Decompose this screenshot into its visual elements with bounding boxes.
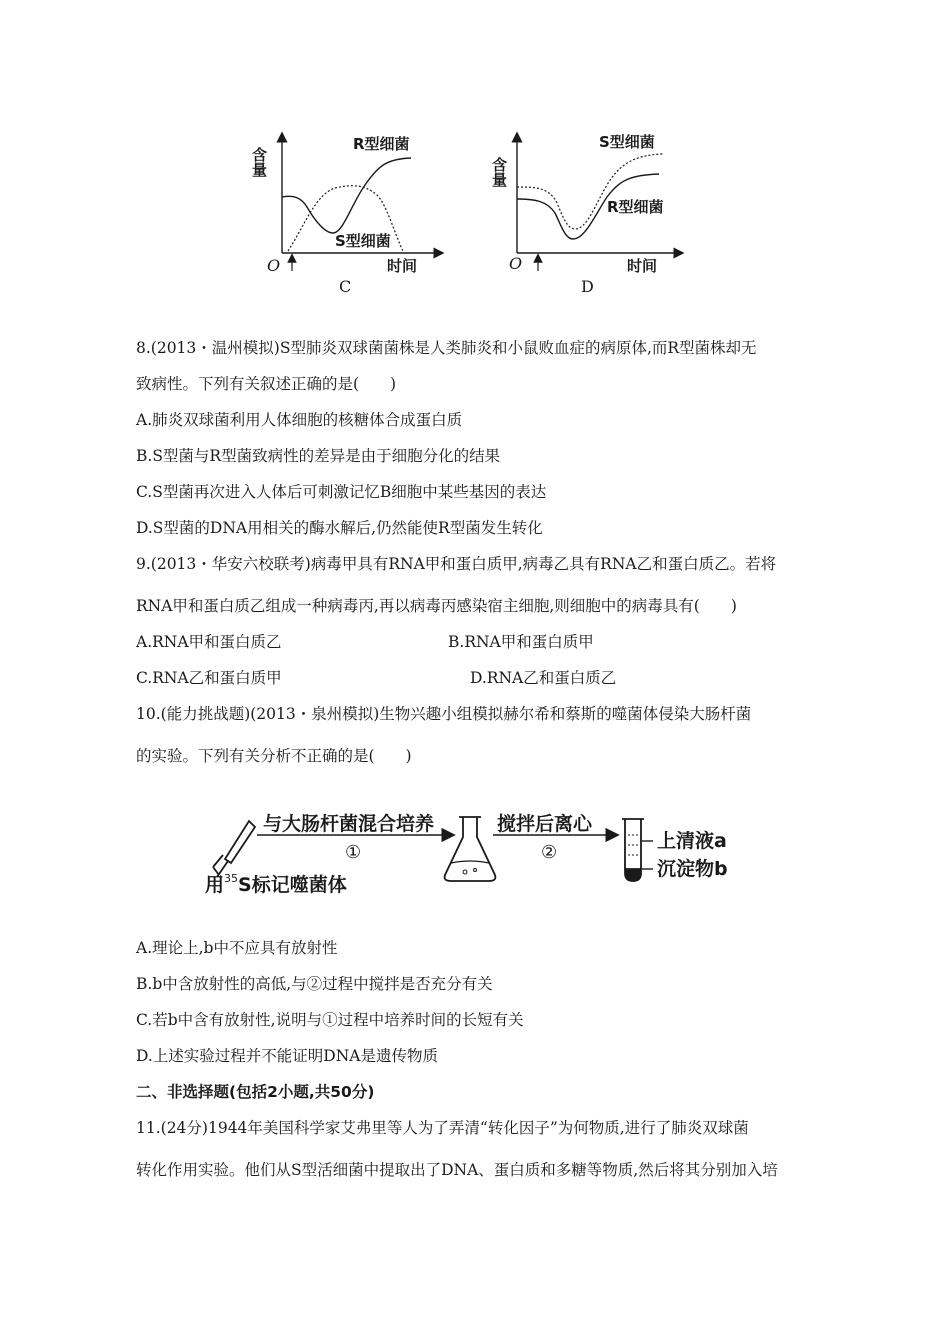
step2-label: 搅拌后离心: [497, 813, 593, 835]
graph-c: [250, 125, 455, 300]
graph-d: [490, 125, 695, 300]
q10-option-d: D.上述实验过程并不能证明DNA是遗传物质: [136, 1047, 438, 1065]
r-bacteria-curve: [282, 158, 411, 233]
phage-experiment-diagram: [205, 815, 765, 900]
origin-label: O: [267, 256, 281, 275]
q10-option-c: C.若b中含有放射性,说明与①过程中培养时间的长短有关: [136, 1011, 524, 1029]
origin-label: O: [509, 254, 523, 273]
test-tube-icon: [622, 819, 644, 881]
graph-caption: C: [339, 277, 352, 296]
q10-stem-line2: 的实验。下列有关分析不正确的是( ): [136, 747, 412, 765]
flask-icon: [445, 817, 496, 881]
q9-option-a: A.RNA甲和蛋白质乙: [136, 633, 282, 651]
x-axis-label: 时间: [627, 257, 658, 275]
y-axis-label: 含量: [490, 157, 508, 187]
step1-label: 与大肠杆菌混合培养: [263, 813, 435, 835]
q11-stem-line2: 转化作用实验。他们从S型活细菌中提取出了DNA、蛋白质和多糖等物质,然后将其分别加入培: [136, 1161, 778, 1179]
q11-stem-line1: 11.(24分)1944年美国科学家艾弗里等人为了弄清“转化因子”为何物质,进行了肺炎双球菌: [136, 1119, 749, 1137]
precipitate-label: 沉淀物b: [657, 858, 728, 880]
q9-stem-line1: 9.(2013・华安六校联考)病毒甲具有RNA甲和蛋白质甲,病毒乙具有RNA乙和蛋白质乙。若将: [136, 555, 777, 573]
s-bacteria-label: S型细菌: [599, 133, 655, 151]
supernatant-label: 上清液a: [657, 830, 727, 852]
q9-option-b: B.RNA甲和蛋白质甲: [448, 633, 594, 651]
q8-option-a: A.肺炎双球菌利用人体细胞的核糖体合成蛋白质: [136, 411, 463, 429]
q10-stem-line1: 10.(能力挑战题)(2013・泉州模拟)生物兴趣小组模拟赫尔希和蔡斯的噬菌体侵染大肠杆菌: [136, 705, 752, 723]
step1-number: ①: [345, 842, 362, 863]
section-heading: 二、非选择题(包括2小题,共50分): [136, 1083, 375, 1101]
q8-stem-line1: 8.(2013・温州模拟)S型肺炎双球菌菌株是人类肺炎和小鼠败血症的病原体,而R型菌株却无: [136, 339, 757, 357]
x-axis-label: 时间: [387, 257, 418, 275]
q9-option-c: C.RNA乙和蛋白质甲: [136, 669, 282, 687]
r-bacteria-label: R型细菌: [353, 135, 410, 153]
q8-option-b: B.S型菌与R型菌致病性的差异是由于细胞分化的结果: [136, 447, 501, 465]
q10-option-a: A.理论上,b中不应具有放射性: [136, 939, 338, 957]
dropper-icon: [213, 821, 255, 877]
q8-stem-line2: 致病性。下列有关叙述正确的是( ): [136, 375, 397, 393]
s-bacteria-curve: [517, 154, 663, 229]
q8-option-c: C.S型菌再次进入人体后可刺激记忆B细胞中某些基因的表达: [136, 483, 547, 501]
dropper-caption: 用$^{35}$S标记噬菌体: [205, 872, 347, 896]
graph-caption: D: [581, 277, 594, 296]
q10-option-b: B.b中含放射性的高低,与②过程中搅拌是否充分有关: [136, 975, 493, 993]
q9-stem-line2: RNA甲和蛋白质乙组成一种病毒丙,再以病毒丙感染宿主细胞,则细胞中的病毒具有( ): [136, 597, 737, 615]
r-bacteria-label: R型细菌: [607, 198, 664, 216]
q8-option-d: D.S型菌的DNA用相关的酶水解后,仍然能使R型菌发生转化: [136, 519, 543, 537]
q9-option-d: D.RNA乙和蛋白质乙: [470, 669, 617, 687]
s-bacteria-label: S型细菌: [335, 232, 391, 250]
y-axis-label: 含量: [250, 147, 268, 177]
step2-number: ②: [541, 842, 558, 863]
